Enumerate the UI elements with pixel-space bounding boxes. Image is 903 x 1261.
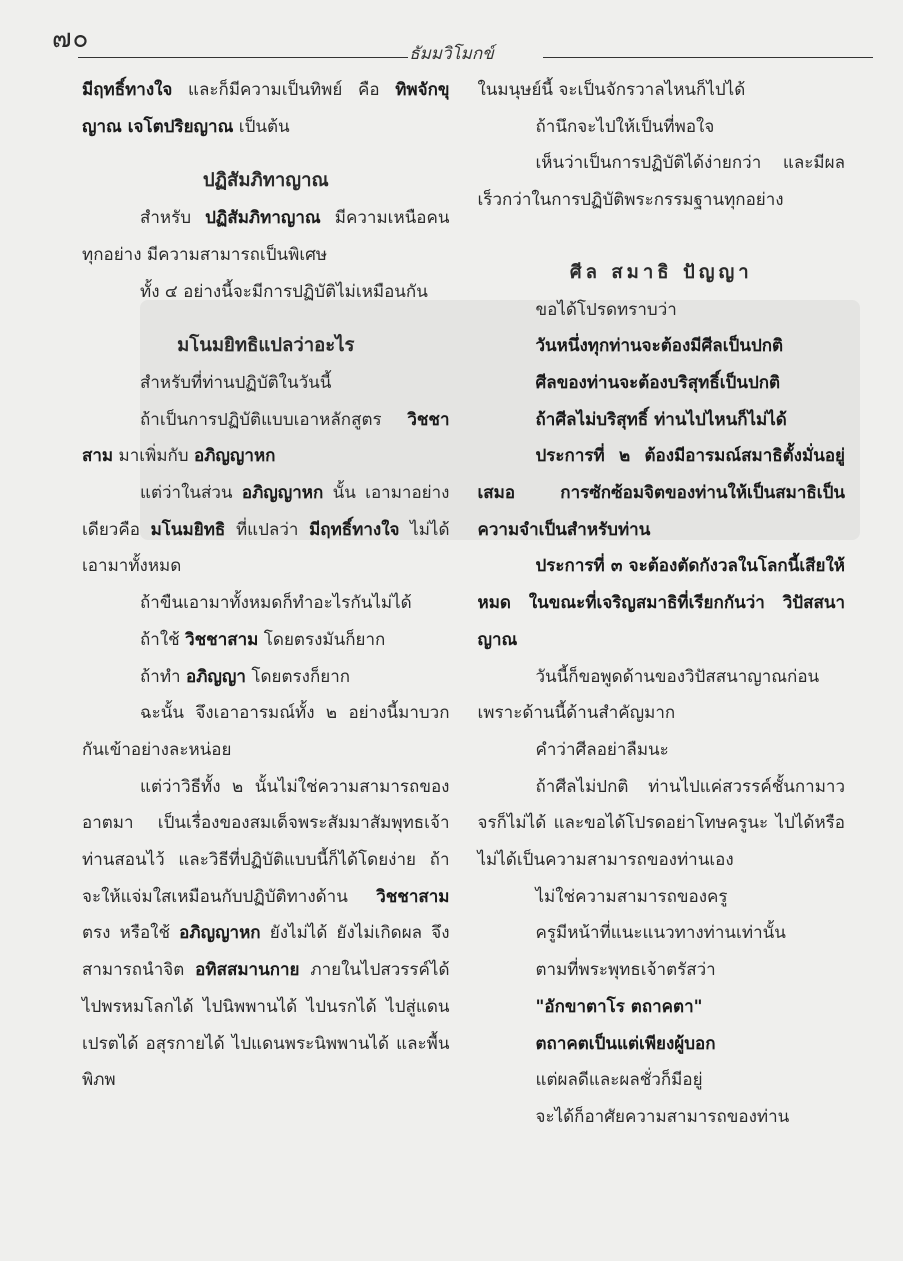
text-run: ถ้าศีลไม่ปกติ ท่านไปแค่สวรรค์ชั้นกามาวจรก็ไม่ได้ และขอได้โปรดอย่าโทษครูนะ ไปได้หรือไม่ได้เป็นความสามารถของท่านเอง	[477, 776, 845, 871]
text-run: แต่ผลดีและผลชั่วก็มีอยู่	[535, 1070, 703, 1091]
text-run: ไม่ได้เอามาทั้งหมด	[82, 519, 450, 577]
text-run: ทั้ง ๔ อย่างนี้จะมีการปฏิบัติไม่เหมือนกัน	[140, 281, 428, 302]
paragraph	[478, 548, 846, 658]
text-run: ถ้านึกจะไปให้เป็นที่พอใจ	[535, 116, 715, 137]
text-run: ถ้าทำ	[140, 666, 186, 687]
paragraph	[478, 879, 846, 916]
text-columns	[82, 72, 845, 1241]
bold-term: ถ้าศีลไม่บริสุทธิ์ ท่านไปไหนก็ไม่ได้	[535, 409, 787, 430]
text-run: ที่แปลว่า	[225, 519, 310, 540]
paragraph	[478, 145, 846, 218]
text-run: ไม่ใช่ความสามารถของครู	[535, 886, 728, 907]
paragraph	[478, 72, 846, 109]
paragraph	[82, 72, 450, 145]
text-run: จะได้ก็อาศัยความสามารถของท่าน	[535, 1106, 790, 1127]
text-run: โดยตรงมันก็ยาก	[258, 629, 386, 650]
bold-term: ประการที่ ๒ ต้องมีอารมณ์สมาธิตั้งมั่นอยู่เสมอ การซักซ้อมจิตของท่านให้เป็นสมาธิเป็นความจำเป็นสำหรับท่าน	[477, 446, 845, 540]
left-column	[82, 72, 450, 1241]
text-run: ถ้าใช้	[140, 629, 186, 650]
bold-term: วิชชาสาม	[185, 629, 259, 650]
paragraph-gap	[478, 219, 846, 237]
text-run: คำว่าศีลอย่าลืมนะ	[535, 739, 669, 760]
bold-term: อภิญญาหก	[241, 483, 324, 504]
bold-term: อภิญญาหก	[194, 446, 276, 467]
text-run: มาเพิ่มกับ	[113, 446, 195, 467]
paragraph	[478, 915, 846, 952]
text-run: ยังไม่ได้ ยังไม่เกิดผล จึงสามารถนำจิต	[82, 923, 450, 981]
text-run: มโนมยิทธิแปลว่าอะไร	[177, 335, 355, 357]
text-run: ขอได้โปรดทราบว่า	[535, 299, 677, 320]
text-run: นั้น เอามาอย่างเดียวคือ	[82, 483, 450, 540]
section-heading	[478, 255, 846, 292]
text-run: เห็นว่าเป็นการปฏิบัติได้ง่ายกว่า และมีผลเร็วกว่าในการปฏิบัติพระกรรมฐานทุกอย่าง	[477, 153, 845, 211]
text-run: มีความเหนือคนทุกอย่าง มีความสามารถเป็นพิเศษ	[82, 208, 450, 265]
bold-term: ประการที่ ๓ จะต้องตัดกังวลในโลกนี้เสียให้หมด ในขณะที่เจริญสมาธิที่เรียกกันว่า วิปัสสนาญาณ	[477, 556, 845, 650]
text-run: เป็นต้น	[233, 116, 290, 137]
bold-term: มีฤทธิ์ทางใจ	[82, 80, 173, 100]
text-run: ตามที่พระพุทธเจ้าตรัสว่า	[535, 960, 716, 981]
text-run: ฉะนั้น จึงเอาอารมณ์ทั้ง ๒ อย่างนี้มาบวกกันเข้าอย่างละหน่อย	[82, 703, 450, 760]
text-run: ถ้าเป็นการปฏิบัติแบบเอาหลักสูตร	[140, 409, 408, 430]
paragraph	[82, 585, 450, 622]
paragraph	[478, 328, 846, 365]
page-number: ๗๐	[52, 24, 90, 54]
text-run: ตรง หรือใช้	[82, 923, 180, 944]
paragraph	[478, 952, 846, 989]
bold-term: มโนมยิทธิ	[150, 519, 226, 540]
paragraph	[82, 402, 450, 475]
paragraph	[478, 109, 846, 146]
section-heading	[82, 328, 450, 365]
text-run: แต่ว่าวิธีทั้ง ๒ นั้นไม่ใช่ความสามารถของอาตมา เป็นเรื่องของสมเด็จพระสัมมาสัมพุทธเจ้าท่านสอนไว้ และวิธีที่ปฏิบัติแบบนี้ก็ได้โดยง่าย ถ้าจะให้แจ่มใสเหมือนกับปฏิบัติทางด้าน	[82, 776, 450, 907]
paragraph	[82, 622, 450, 659]
bold-term: "อักขาตาโร ตถาคตา"	[535, 996, 703, 1017]
paragraph	[478, 732, 846, 769]
text-run: และก็มีความเป็นทิพย์ คือ	[172, 80, 396, 100]
bold-term: ศีลของท่านจะต้องบริสุทธิ์เป็นปกติ	[535, 372, 781, 393]
paragraph	[82, 274, 450, 311]
paragraph	[82, 475, 450, 585]
bold-term: อทิสสมานกาย	[195, 960, 300, 981]
bold-term: วิชชาสาม	[376, 886, 450, 907]
bold-term: อภิญญาหก	[179, 923, 261, 944]
paragraph	[478, 1062, 846, 1099]
section-heading	[82, 163, 450, 200]
text-run: ศีล สมาธิ ปัญญา	[569, 261, 753, 283]
text-run: สำหรับ	[140, 208, 206, 229]
paragraph	[82, 659, 450, 696]
paragraph	[478, 1026, 846, 1063]
paragraph	[478, 438, 846, 548]
paragraph	[478, 769, 846, 879]
paragraph	[478, 989, 846, 1026]
paragraph	[478, 659, 846, 732]
paragraph	[82, 200, 450, 273]
bold-term: วันหนึ่งทุกท่านจะต้องมีศีลเป็นปกติ	[535, 336, 784, 357]
paragraph	[478, 402, 846, 439]
text-run: ถ้าขืนเอามาทั้งหมดก็ทำอะไรกันไม่ได้	[140, 593, 412, 614]
text-run: ในมนุษย์นี้ จะเป็นจักรวาลไหนก็ไปได้	[477, 80, 746, 100]
text-run: วันนี้ก็ขอพูดด้านของวิปัสสนาญาณก่อนเพราะด้านนี้ด้านสำคัญมาก	[477, 666, 820, 724]
paragraph	[478, 292, 846, 329]
paragraph	[478, 1099, 846, 1136]
text-run: ครูมีหน้าที่แนะแนวทางท่านเท่านั้น	[535, 923, 786, 944]
paragraph	[82, 365, 450, 402]
text-run: ปฏิสัมภิทาญาณ	[202, 170, 329, 192]
right-column	[478, 72, 846, 1241]
paragraph	[478, 365, 846, 402]
text-run: แต่ว่าในส่วน	[140, 483, 242, 504]
bold-term: ตถาคตเป็นแต่เพียงผู้บอก	[535, 1033, 716, 1054]
paragraph	[82, 695, 450, 768]
bold-term: วิชชาสาม	[82, 409, 450, 467]
text-run: สำหรับที่ท่านปฏิบัติในวันนี้	[140, 372, 332, 393]
bold-term: ปฏิสัมภิทาญาณ	[205, 208, 321, 229]
paragraph	[82, 769, 450, 1099]
running-title: ธัมมวิโมกข์	[409, 44, 494, 64]
bold-term: มีฤทธิ์ทางใจ	[309, 519, 400, 540]
text-run: โดยตรงก็ยาก	[245, 666, 351, 687]
bold-term: อภิญญา	[186, 666, 246, 687]
text-run: ภายในไปสวรรค์ได้ ไปพรหมโลกได้ ไปนิพพานได้ ไปนรกได้ ไปสู่แดนเปรตได้ อสุรกายได้ ไปแดนพระนิพพานได้ และพื้นพิภพ	[82, 960, 450, 1091]
bold-term: ทิพจักขุญาณ เจโตปริยญาณ	[82, 80, 450, 137]
